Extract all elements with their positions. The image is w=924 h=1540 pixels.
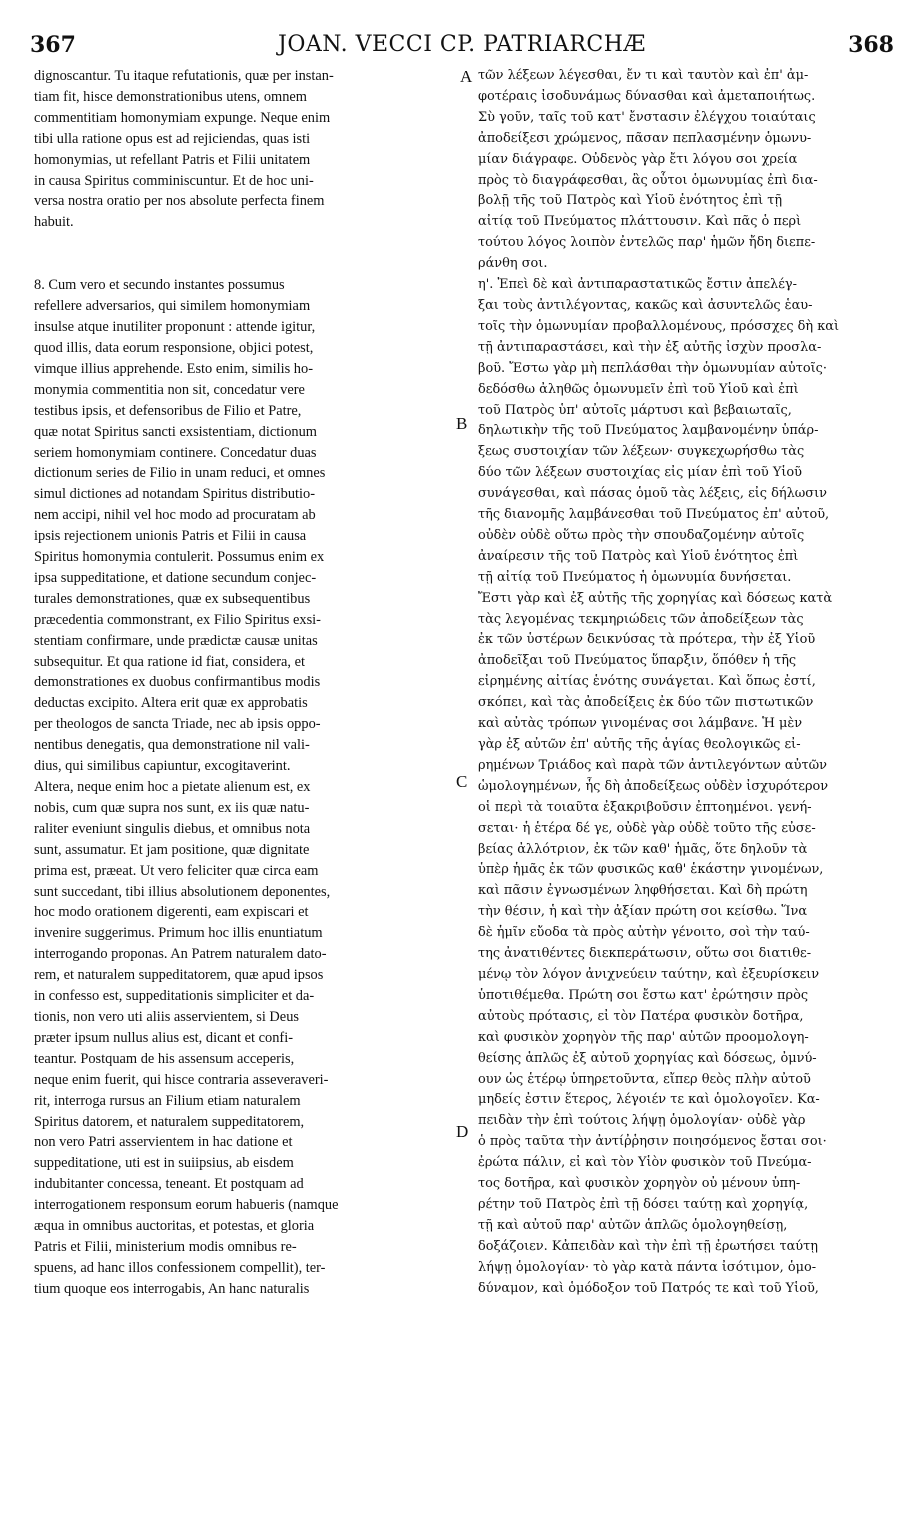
text-line: dius, qui similibus capiuntur, excogitaverint. xyxy=(34,758,291,775)
text-line: turales demonstrationes, quæ ex subsequentibus xyxy=(34,590,311,607)
greek-paragraph-1 xyxy=(478,66,898,275)
section-marker-c: C xyxy=(456,772,468,791)
text-line: ἐρώτα πάλιν, εἰ καὶ τὸν Υἱὸν φυσικὸν τοῦ Πνεύμα- xyxy=(478,1155,812,1171)
text-line: πρὸς τὸ διαγράφεσθαι, ἃς οὗτοι ὁμωνυμίας ἐπὶ δια- xyxy=(478,172,818,188)
text-line: tium quoque eos interrogabis, An hanc naturalis xyxy=(34,1280,310,1297)
text-line: Patris et Filii, ministerium modis omnibus re- xyxy=(34,1238,297,1255)
text-line: καὶ πᾶσιν ἐγνωσμένων ληφθήσεται. Καὶ δὴ πρώτη xyxy=(478,883,808,899)
paragraph-gap xyxy=(34,233,460,275)
text-line: homonymias, ut refellant Patris et Filii unitatem xyxy=(34,151,311,168)
text-line: τῶν λέξεων λέγεσθαι, ἔν τι καὶ ταυτὸν καὶ ἐπ' ἀμ- xyxy=(478,68,809,83)
text-line: quæ notat Spiritus sancti exsistentiam, dictionum xyxy=(34,423,317,440)
text-line: testibus ipsis, et defensoribus de Filio et Patre, xyxy=(34,402,302,419)
text-line: tiam fit, hisce demonstrationibus utens, omnem xyxy=(34,88,307,105)
text-line: raliter eveniunt singulis diebus, et omnibus nota xyxy=(34,820,311,837)
text-line: rem, et naturalem suppeditatorem, quæ apud ipsos xyxy=(34,967,324,984)
text-line: βολῇ τῆς τοῦ Πατρὸς καὶ Υἱοῦ ἑνότητος ἐπὶ τῇ xyxy=(478,193,783,209)
text-line: δύο τῶν λέξεων συστοιχίας εἰς μίαν ἐπὶ τοῦ Υἱοῦ xyxy=(478,465,803,481)
text-line: τῆς διανομῆς λαμβάνεσθαι τοῦ Πνεύματος ἐπ' αὐτοῦ, xyxy=(478,507,830,523)
text-line: καὶ φυσικὸν χορηγὸν τῆς παρ' αὐτῶν προομολογη- xyxy=(478,1029,809,1045)
text-line: ξεως συστοιχίαν τῶν λέξεων· συγκεχωρήσθω τὰς xyxy=(478,444,805,460)
text-line: Spiritus datorem, et naturalem suppeditatorem, xyxy=(34,1113,305,1130)
text-line: ρέτην τοῦ Πατρὸς ἐπὶ τῇ δόσει ταύτῃ καὶ χορηγίᾳ, xyxy=(478,1196,809,1212)
latin-column xyxy=(34,66,460,1300)
text-line: dignoscantur. Tu itaque refutationis, quæ per instan- xyxy=(34,68,334,84)
text-line: prima est, præeat. Ut vero feliciter quæ circa eam xyxy=(34,862,319,879)
text-line: τοῖς τὴν ὁμωνυμίαν προβαλλομένους, πρόσσχες δὴ καὶ xyxy=(478,318,840,334)
text-line: nobis, cum quæ supra nos sunt, ex iis quæ natu- xyxy=(34,799,310,816)
text-line: nem accipi, nihil vel hoc modo ad procuratam ab xyxy=(34,507,316,524)
text-line: τος δοτῆρα, καὶ φυσικὸν χορηγὸν οὐ μένουν ὑπη- xyxy=(478,1176,801,1192)
text-line: σεται· ἡ ἑτέρα δέ γε, οὐδὲ γὰρ οὐδὲ τοῦτο τῆς εὐσε- xyxy=(478,820,816,836)
text-line: ὑπὲρ ἡμᾶς ἐκ τῶν φυσικῶς καθ' ἑκάστην γινομένων, xyxy=(478,862,824,878)
text-line: οὐδὲν οὐδὲ οὕτω πρὸς τὴν σπουδαζομένην αὐτοῖς xyxy=(478,527,805,543)
text-line: ipsis rejectionem unionis Patris et Filii in causa xyxy=(34,528,307,545)
text-line: δοξάζοιεν. Κἀπειδὰν καὶ τὴν ἐπὶ τῇ ἐρωτήσει ταύτῃ xyxy=(478,1238,818,1254)
text-line: τῇ ἀντιπαραστάσει, καὶ τὴν ἐξ αὐτῆς ἰσχὺν προσλα- xyxy=(478,339,822,355)
text-line: demonstrationes ex duobus confirmantibus modis xyxy=(34,674,321,691)
text-line: Σὺ γοῦν, ταῖς τοῦ κατ' ἔνστασιν ἐλέγχου τοιαύταις xyxy=(478,109,816,125)
text-line: invenire suggerimus. Primum hoc illis enuntiatum xyxy=(34,925,323,942)
text-line: τὰς λεγομένας τεκμηριώδεις τῶν ἀποδείξεων τὰς xyxy=(478,611,804,627)
text-line: sunt succedant, tibi illius absolutionem deponentes, xyxy=(34,883,331,900)
text-line: τὴν θέσιν, ἡ καὶ τὴν ἀξίαν πρώτη σοι κείσθω. Ἵνα xyxy=(478,904,808,920)
text-line: εἰρημένης αἰτίας ἑνότης συνάγεται. Καὶ ὅπως ἐστί, xyxy=(478,674,816,690)
text-line: 8. Cum vero et secundo instantes possumus xyxy=(34,277,285,294)
text-line: της ἀνατιθέντες διεκπεράτωσιν, οὕτω σοι διατιθε- xyxy=(478,946,812,962)
running-title: JOAN. VECCI CP. PATRIARCHÆ xyxy=(278,32,646,57)
text-line: τοῦ Πατρὸς ὑπ' αὐτοῖς μάρτυσι καὶ βεβαιωταῖς, xyxy=(478,402,792,418)
greek-paragraph-8 xyxy=(478,275,898,1299)
text-line: ipsa suppeditatione, et datione secundum conjec- xyxy=(34,569,317,586)
text-line: δηλωτικὴν τῆς τοῦ Πνεύματος λαμβανομένην ὑπάρ- xyxy=(478,423,819,439)
text-line: ὁ πρὸς ταῦτα τὴν ἀντίῤῥησιν ποιησόμενος ἔσται σοι· xyxy=(478,1134,827,1150)
text-line: γὰρ ἐξ αὐτῶν ἐπ' αὐτῆς τῆς ἁγίας θεολογικῶς εἰ- xyxy=(478,737,801,752)
text-line: σκόπει, καὶ τὰς ἀποδείξεις ἐκ δύο τῶν πιστωτικῶν xyxy=(478,695,814,711)
text-line: λήψῃ ὁμολογίαν· τὸ γὰρ κατὰ πάντα ἰσότιμον, ὁμο- xyxy=(478,1259,817,1275)
text-line: stentiam confirmare, unde prædictæ causæ unitas xyxy=(34,632,318,649)
section-marker-d: D xyxy=(456,1122,469,1141)
text-line: vimque illius apprehende. Esto enim, similis ho- xyxy=(34,360,313,377)
text-line: βείας ἀλλότριον, ἐκ τῶν καθ' ἡμᾶς, ὅτε δηλοῦν τὰ xyxy=(478,841,808,857)
text-line: interrogando proponas. An Patrem naturalem dato- xyxy=(34,946,327,963)
text-line: spuens, ad hanc illos confessionem compellit), ter- xyxy=(34,1259,326,1276)
text-line: simul dictiones ad notandam Spiritus distributio- xyxy=(34,486,315,503)
text-line: in confesso est, suppeditationis simpliciter et da- xyxy=(34,988,315,1005)
text-line: ξαι τοὺς ἀντιλέγοντας, κακῶς καὶ ἀσυντελῶς ἑαυ- xyxy=(478,297,813,313)
text-line: non vero Patri asservientem in hac datione et xyxy=(34,1134,293,1151)
text-line: τούτου λόγος λοιπὸν ἐντελῶς παρ' ἡμῶν ἤδη διεπε- xyxy=(478,235,816,251)
text-line: βοῦ. Ἔστω γὰρ μὴ πεπλάσθαι τὴν ὁμωνυμίαν αὐτοῖς· xyxy=(478,360,827,376)
text-line: οἱ περὶ τὰ τοιαῦτα ἐξακριβοῦσιν ἐπτοημένοι. γενή- xyxy=(478,799,812,815)
page-header xyxy=(30,32,894,62)
text-line: teantur. Postquam de his assensum acceperis, xyxy=(34,1050,295,1067)
text-line: suppeditatione, uti est in suiipsius, ab eisdem xyxy=(34,1155,294,1172)
text-line: per theologos de sancta Triade, nec ab ipsis oppo- xyxy=(34,716,321,733)
section-marker-b: B xyxy=(456,414,468,433)
text-line: καὶ αὐτὰς τρόπων γινομένας σοι λάμβανε. Ἡ μὲν xyxy=(478,716,803,732)
text-line: ἀποδεῖξαι τοῦ Πνεύματος ὕπαρξιν, ὅπόθεν ἡ τῆς xyxy=(478,653,797,669)
text-line: δύναμον, καὶ ὁμόδοξον τοῦ Πατρός τε καὶ τοῦ Υἱοῦ, xyxy=(478,1280,819,1296)
text-line: Spiritus homonymia contulerit. Possumus enim ex xyxy=(34,549,325,566)
text-line: τῇ αἰτίᾳ τοῦ Πνεύματος ἡ ὁμωνυμία δυνήσεται. xyxy=(478,569,792,585)
text-line: αἰτίᾳ τοῦ Πνεύματος πλάττουσιν. Καὶ πᾶς ὁ περὶ xyxy=(478,214,802,230)
text-line: præter ipsum nullus alius est, dicant et confi- xyxy=(34,1029,293,1046)
text-line: ὡμολογημένων, ἧς δὴ ἀποδείξεως οὐδὲν ἰσχυρότερον xyxy=(478,778,829,794)
text-line: in causa Spiritus comminiscuntur. Et de hoc uni- xyxy=(34,172,314,189)
text-line: versa nostra oratio per nos absolute perfecta finem xyxy=(34,193,325,210)
text-line: ἀποδείξεσι χρώμενος, πᾶσαν πεπλασμένην ὁμωνυ- xyxy=(478,130,812,146)
text-line: præcedentia commonstrant, ex Filio Spiritus exsi- xyxy=(34,611,321,628)
page-number-right: 368 xyxy=(848,32,894,58)
text-line: quod illis, data eorum responsione, objici potest, xyxy=(34,339,314,356)
text-line: φοτέραις ἰσοδυνάμως δύνασθαι καὶ ἀμεταποιήτως. xyxy=(478,88,816,104)
text-line: tibi ulla ratione opus est ad rejiciendas, quas isti xyxy=(34,130,311,147)
text-line: habuit. xyxy=(34,214,74,231)
latin-paragraph-8 xyxy=(34,275,460,1299)
text-line: sunt, assumatur. Et jam positione, quæ dignitate xyxy=(34,841,310,858)
text-line: μένῳ τὸν λόγον ἀνιχνεύειν ταύτην, καὶ ἐξευρίσκειν xyxy=(478,966,820,982)
text-line: δεδόσθω ἀληθῶς ὁμωνυμεῖν ἐπὶ τοῦ Υἱοῦ καὶ ἐπὶ xyxy=(478,381,799,397)
text-line: δὲ ἡμῖν εὔοδα τὰ πρὸς αὐτὴν γένοιτο, σοὶ τὴν ταύ- xyxy=(478,925,810,941)
text-line: rit, interroga rursus an Filium etiam naturalem xyxy=(34,1092,301,1109)
text-line: æqua in omnibus auctoritas, et potestas, et gloria xyxy=(34,1218,315,1235)
section-marker-a: A xyxy=(460,67,473,86)
text-line: αὐτοὺς πρότασις, εἰ τὸν Πατέρα φυσικὸν δοτῆρα, xyxy=(478,1008,804,1024)
text-line: hoc modo orationem digerenti, eam expiscari et xyxy=(34,904,309,921)
text-line: ράνθη σοι. xyxy=(478,256,548,272)
text-line: ἐκ τῶν ὑστέρων δεικνύσας τὰ πρότερα, τὴν ἐξ Υἱοῦ xyxy=(478,632,816,648)
text-line: ἀναίρεσιν τῆς τοῦ Πατρὸς καὶ Υἱοῦ ἑνότητος ἐπὶ xyxy=(478,548,799,564)
text-line: ὑποτιθέμεθα. Πρώτη σοι ἔστω κατ' ἐρώτησιν πρὸς xyxy=(478,987,809,1003)
text-line: neque enim fuerit, qui hisce contraria asseveraveri- xyxy=(34,1071,329,1088)
text-line: subsequitur. Et qua ratione id fiat, considera, et xyxy=(34,653,305,670)
text-line: ουν ὡς ἑτέρῳ ὑπηρετοῦντα, εἴπερ θεὸς πλὴν αὐτοῦ xyxy=(478,1071,811,1087)
text-line: indubitanter concessa, teneant. Et postquam ad xyxy=(34,1176,304,1193)
text-line: tionis, non vero uti aliis asservientem, si Deus xyxy=(34,1008,299,1025)
text-line: insulse atque inutiliter proponunt : attende igitur, xyxy=(34,319,316,336)
text-line: interrogationem responsum eorum habueris (namque xyxy=(34,1197,339,1214)
latin-paragraph-1 xyxy=(34,66,460,233)
page-number-left: 367 xyxy=(30,32,76,58)
text-line: μηδείς ἐστιν ἕτερος, λέγοιέν τε καὶ ὁμολογοῖεν. Κα- xyxy=(478,1092,820,1108)
text-line: Altera, neque enim hoc a pietate alienum est, ex xyxy=(34,779,311,795)
text-line: συνάγεσθαι, καὶ πάσας ὁμοῦ τὰς λέξεις, εἰς δήλωσιν xyxy=(478,486,827,502)
text-line: refellere adversarios, qui similem homonymiam xyxy=(34,298,311,315)
text-line: monymia commentitia non sit, concedatur vere xyxy=(34,381,305,398)
text-line: θείσης ἁπλῶς ἐξ αὐτοῦ χορηγίας καὶ δόσεως, ὀμνύ- xyxy=(478,1050,817,1066)
text-line: μίαν διάγραφε. Οὐδενὸς γὰρ ἔτι λόγου σοι χρεία xyxy=(478,151,798,167)
text-line: dictionum series de Filio in unam reduci, et omnes xyxy=(34,465,326,482)
text-line: η'. Ἐπεὶ δὲ καὶ ἀντιπαραστατικῶς ἔστιν ἀπελέγ- xyxy=(478,277,797,293)
greek-column xyxy=(478,66,898,1299)
text-line: deductas excipito. Altera erit quæ ex approbatis xyxy=(34,695,308,712)
text-line: nentibus denegatis, qua demonstratione nil vali- xyxy=(34,737,310,754)
text-line: Ἔστι γὰρ καὶ ἐξ αὐτῆς τῆς χορηγίας καὶ δόσεως κατὰ xyxy=(478,590,833,606)
text-line: seriem homonymiam continere. Concedatur duas xyxy=(34,444,317,461)
text-line: πειδὰν τὴν ἐπὶ τούτοις λήψῃ ὁμολογίαν· οὐδὲ γὰρ xyxy=(478,1113,806,1129)
text-line: τῇ καὶ αὐτοῦ παρ' αὐτῶν ἁπλῶς ὁμολογηθείσῃ, xyxy=(478,1217,788,1233)
text-line: ρημένων Τριάδος καὶ παρὰ τῶν ἀντιλεγόντων αὐτῶν xyxy=(478,757,827,773)
text-line: commentitiam homonymiam expunge. Neque enim xyxy=(34,109,331,126)
